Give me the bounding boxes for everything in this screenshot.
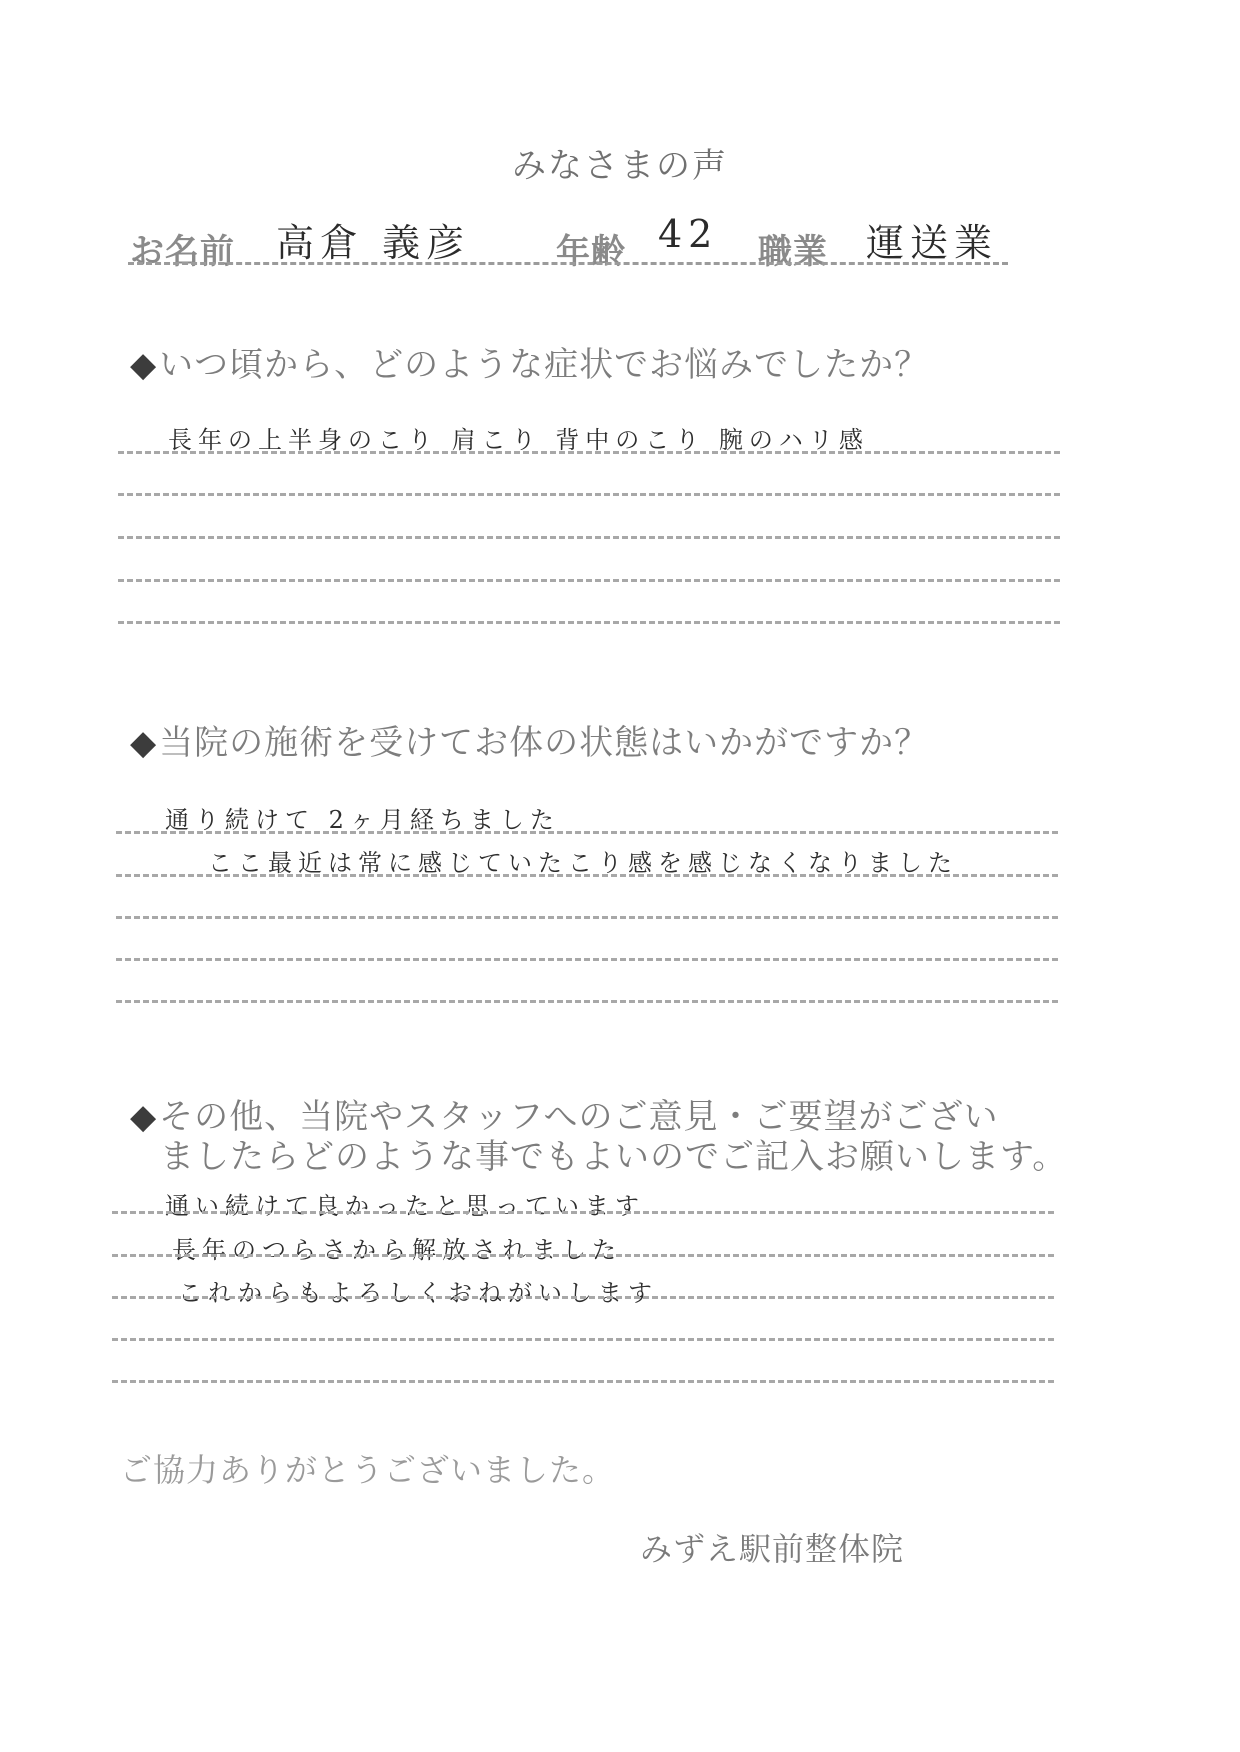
diamond-icon: ◆ <box>130 723 158 763</box>
answer-1-line-1: 長年の上半身のこり 肩こり 背中のこり 腕のハリ感 <box>168 426 869 454</box>
answer-rule <box>112 1338 1054 1341</box>
job-value: 運送業 <box>866 221 999 265</box>
job-label: 職業 <box>758 232 828 272</box>
answer-rule <box>118 451 1060 454</box>
info-row <box>128 210 1008 272</box>
info-underline <box>128 262 1008 265</box>
answer-3-line-3: これからもよろしくおねがいします <box>178 1279 658 1307</box>
age-value: 42 <box>658 212 719 256</box>
question-1-text: いつ頃から、どのような症状でお悩みでしたか？ <box>159 345 930 385</box>
question-3 <box>130 1097 998 1137</box>
question-2 <box>130 723 929 763</box>
answer-3-line-1: 通い続けて良かったと思っています <box>165 1192 645 1220</box>
answer-rule <box>118 579 1060 582</box>
diamond-icon: ◆ <box>130 1097 158 1137</box>
question-3-line-2: ましたらどのような事でもよいのでご記入お願いします。 <box>160 1137 1068 1177</box>
question-3-line-1: その他、当院やスタッフへのご意見・ご要望がござい <box>159 1097 999 1137</box>
answer-rule <box>116 916 1058 919</box>
question-2-text: 当院の施術を受けてお体の状態はいかがですか？ <box>159 723 930 763</box>
answer-rule <box>118 621 1060 624</box>
answer-rule <box>112 1211 1054 1214</box>
thanks-message: ご協力ありがとうございました。 <box>120 1451 616 1489</box>
age-label: 年齢 <box>556 232 626 272</box>
name-value: 高倉 義彦 <box>276 221 471 265</box>
answer-rule <box>112 1380 1054 1383</box>
clinic-name: みずえ駅前整体院 <box>640 1530 905 1568</box>
answer-rule <box>116 958 1058 961</box>
answer-rule <box>116 1000 1058 1003</box>
answer-3-line-2: 長年のつらさから解放されました <box>172 1236 622 1264</box>
answer-rule <box>112 1296 1054 1299</box>
form-title: みなさまの声 <box>512 146 728 186</box>
answer-rule <box>112 1254 1054 1257</box>
answer-2-line-2: ここ最近は常に感じていたこり感を感じなくなりました <box>208 849 958 877</box>
diamond-icon: ◆ <box>130 345 158 385</box>
question-3-cont <box>160 1137 1067 1177</box>
answer-2-line-1: 通り続けて 2ヶ月経ちました <box>165 806 560 834</box>
answer-rule <box>116 874 1058 877</box>
answer-rule <box>116 831 1058 834</box>
question-1 <box>130 345 929 385</box>
answer-rule <box>118 536 1060 539</box>
answer-rule <box>118 493 1060 496</box>
name-label: お名前 <box>130 232 235 272</box>
